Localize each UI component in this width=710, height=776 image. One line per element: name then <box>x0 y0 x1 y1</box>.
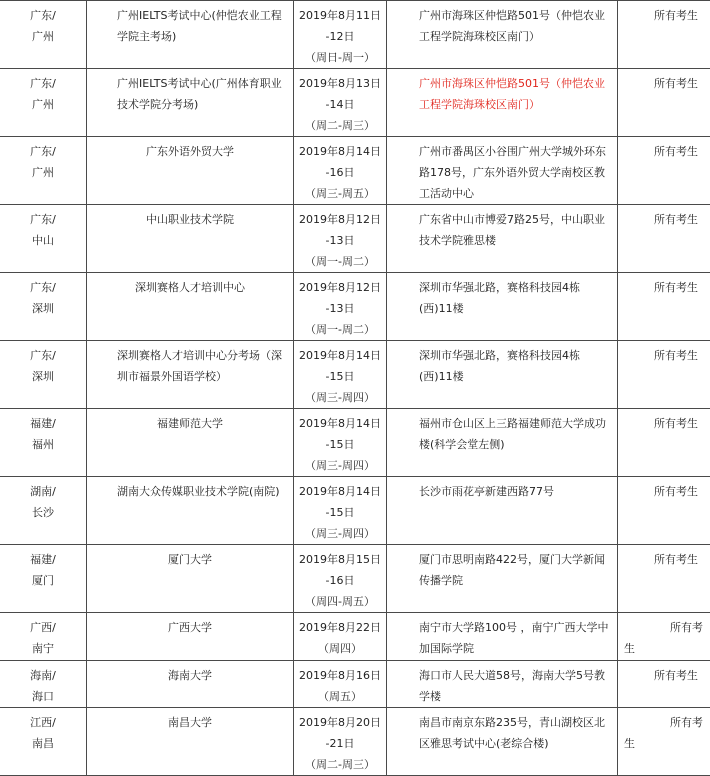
address-cell: 广州市海珠区仲恺路501号（仲恺农业工程学院海珠校区南门） <box>387 69 618 137</box>
address-cell: 深圳市华强北路，赛格科技园4栋(西)11楼 <box>387 273 618 341</box>
date-cell: 2019年8月12日 -13日 （周一-周二） <box>294 273 387 341</box>
region-cell: 福建/ 厦门 <box>0 545 87 613</box>
target-cell: 所有考生 <box>618 137 710 205</box>
exam-center-cell: 厦门大学 <box>87 545 294 613</box>
target-cell: 所有考生 <box>618 1 710 69</box>
date-cell: 2019年8月14日 -15日 （周三-周四） <box>294 477 387 545</box>
exam-center-cell: 福建师范大学 <box>87 409 294 477</box>
exam-center-cell: 广西大学 <box>87 613 294 661</box>
region-cell: 广东/ 广州 <box>0 137 87 205</box>
target-cell: 所有考生 <box>618 273 710 341</box>
table-row <box>0 1 710 69</box>
date-cell: 2019年8月22日 （周四） <box>294 613 387 661</box>
table-row <box>0 409 710 477</box>
exam-center-cell: 广东外语外贸大学 <box>87 137 294 205</box>
address-cell: 福州市仓山区上三路福建师范大学成功楼(科学会堂左侧) <box>387 409 618 477</box>
target-cell: 所有考生 <box>618 613 710 661</box>
exam-center-cell: 湖南大众传媒职业技术学院(南院) <box>87 477 294 545</box>
region-cell: 广东/ 广州 <box>0 1 87 69</box>
region-cell: 广东/ 深圳 <box>0 341 87 409</box>
date-cell: 2019年8月13日 -14日 （周二-周三） <box>294 69 387 137</box>
target-cell: 所有考生 <box>618 661 710 708</box>
address-cell: 海口市人民大道58号，海南大学5号教学楼 <box>387 661 618 708</box>
address-cell: 深圳市华强北路，赛格科技园4栋(西)11楼 <box>387 341 618 409</box>
table-row <box>0 708 710 776</box>
exam-center-table-body <box>0 1 710 776</box>
table-row <box>0 273 710 341</box>
date-cell: 2019年8月20日 -21日 （周二-周三） <box>294 708 387 776</box>
date-cell: 2019年8月16日 （周五） <box>294 661 387 708</box>
target-cell: 所有考生 <box>618 409 710 477</box>
address-cell: 南宁市大学路100号 ，南宁广西大学中加国际学院 <box>387 613 618 661</box>
address-cell: 广东省中山市博爱7路25号，中山职业技术学院雅思楼 <box>387 205 618 273</box>
table-row <box>0 137 710 205</box>
region-cell: 江西/ 南昌 <box>0 708 87 776</box>
table-row <box>0 341 710 409</box>
table-row <box>0 545 710 613</box>
address-cell: 厦门市思明南路422号，厦门大学新闻传播学院 <box>387 545 618 613</box>
target-cell: 所有考生 <box>618 477 710 545</box>
target-cell: 所有考生 <box>618 341 710 409</box>
region-cell: 广东/ 广州 <box>0 69 87 137</box>
exam-center-cell: 广州IELTS考试中心(广州体育职业技术学院分考场) <box>87 69 294 137</box>
address-cell: 广州市番禺区小谷围广州大学城外环东路178号，广东外语外贸大学南校区教工活动中心 <box>387 137 618 205</box>
region-cell: 海南/ 海口 <box>0 661 87 708</box>
date-cell: 2019年8月14日 -15日 （周三-周四） <box>294 409 387 477</box>
table-row <box>0 205 710 273</box>
region-cell: 福建/ 福州 <box>0 409 87 477</box>
table-row <box>0 661 710 708</box>
exam-center-cell: 中山职业技术学院 <box>87 205 294 273</box>
table-row <box>0 477 710 545</box>
region-cell: 广西/ 南宁 <box>0 613 87 661</box>
exam-center-cell: 深圳赛格人才培训中心分考场（深圳市福景外国语学校） <box>87 341 294 409</box>
region-cell: 广东/ 中山 <box>0 205 87 273</box>
region-cell: 广东/ 深圳 <box>0 273 87 341</box>
target-cell: 所有考生 <box>618 545 710 613</box>
region-cell: 湖南/ 长沙 <box>0 477 87 545</box>
target-cell: 所有考生 <box>618 708 710 776</box>
date-cell: 2019年8月15日 -16日 （周四-周五） <box>294 545 387 613</box>
table-row <box>0 613 710 661</box>
date-cell: 2019年8月12日 -13日 （周一-周二） <box>294 205 387 273</box>
date-cell: 2019年8月14日 -16日 （周三-周五） <box>294 137 387 205</box>
exam-center-cell: 海南大学 <box>87 661 294 708</box>
address-cell: 南昌市南京东路235号，青山湖校区北区雅思考试中心(老综合楼) <box>387 708 618 776</box>
exam-center-cell: 广州IELTS考试中心(仲恺农业工程学院主考场) <box>87 1 294 69</box>
target-cell: 所有考生 <box>618 69 710 137</box>
address-cell: 广州市海珠区仲恺路501号（仲恺农业工程学院海珠校区南门） <box>387 1 618 69</box>
target-cell: 所有考生 <box>618 205 710 273</box>
exam-center-cell: 深圳赛格人才培训中心 <box>87 273 294 341</box>
table-row <box>0 69 710 137</box>
date-cell: 2019年8月11日 -12日 （周日-周一） <box>294 1 387 69</box>
exam-center-cell: 南昌大学 <box>87 708 294 776</box>
date-cell: 2019年8月14日 -15日 （周三-周四） <box>294 341 387 409</box>
address-cell: 长沙市雨花亭新建西路77号 <box>387 477 618 545</box>
